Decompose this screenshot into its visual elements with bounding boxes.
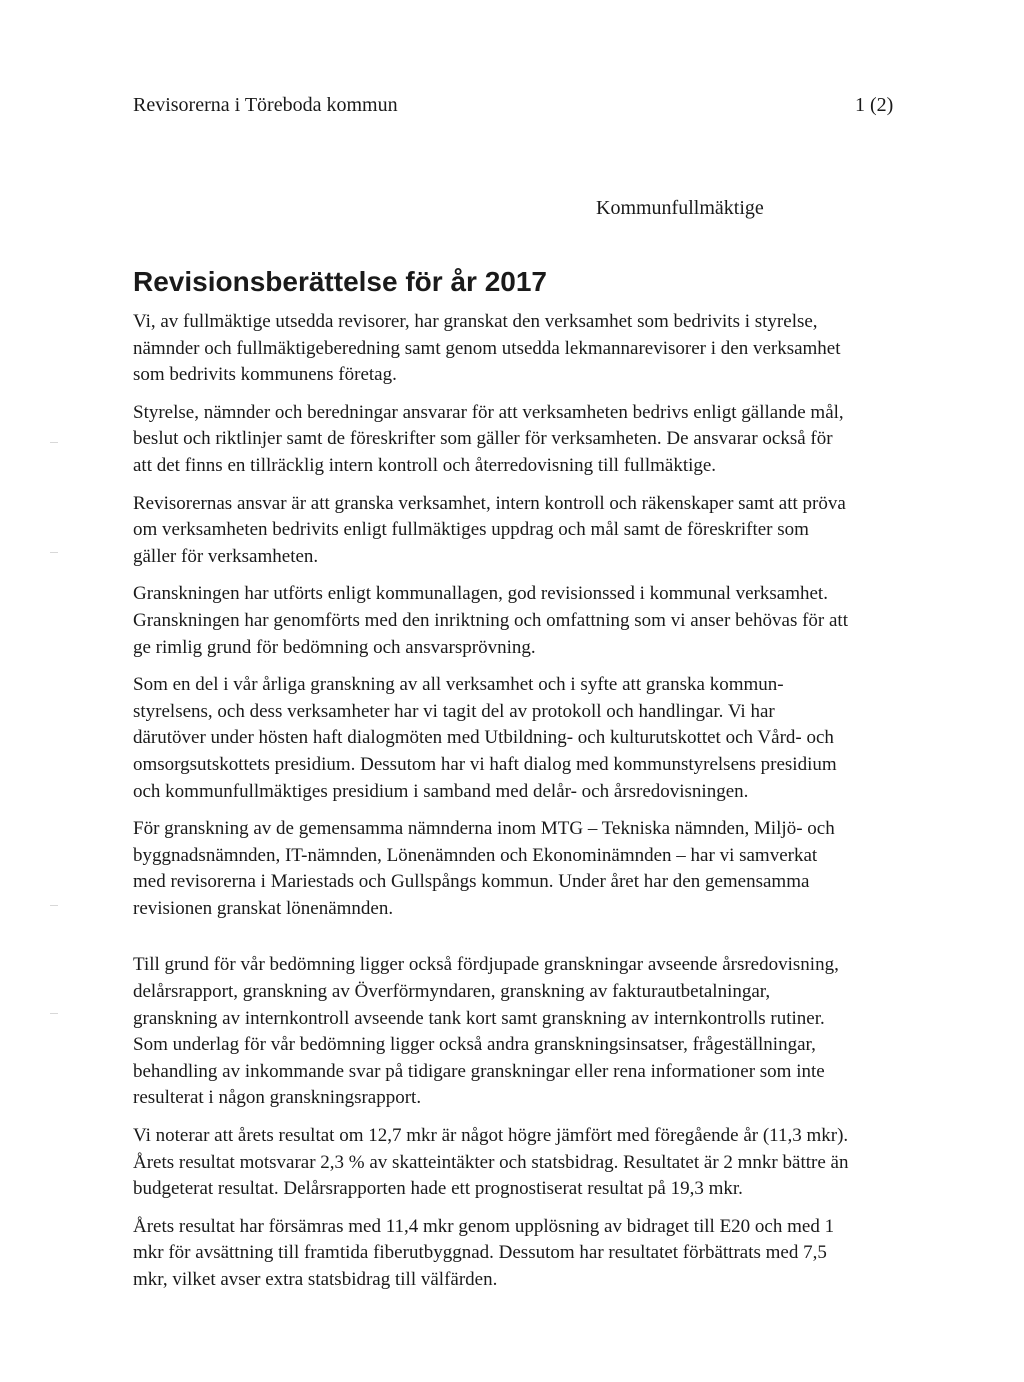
paragraph-line: revisionen granskat lönenämnden. <box>133 897 394 919</box>
paragraph-line: resulterat i någon granskningsrapport. <box>133 1087 422 1109</box>
paragraph-line: och kommunfullmäktiges presidium i samband med delår- och årsredovisningen. <box>133 780 749 802</box>
paragraph-line: byggnadsnämnden, IT-nämnden, Lönenämnden och Ekonominämnden – har vi samverkat <box>133 844 818 866</box>
scan-margin-mark <box>50 552 58 553</box>
paragraph-2 <box>133 400 953 480</box>
paragraph-5 <box>133 672 953 805</box>
paragraph-line: mkr, vilket avser extra statsbidrag till välfärden. <box>133 1269 498 1290</box>
paragraph-line: som bedrivits kommunens företag. <box>133 364 397 386</box>
paragraph-line: Revisorernas ansvar är att granska verksamhet, intern kontroll och räkenskaper samt att pröva <box>133 492 846 514</box>
paragraph-line: om verksamheten bedrivits enligt fullmäktiges uppdrag och mål samt de föreskrifter som <box>133 519 809 541</box>
paragraph-3 <box>133 491 953 571</box>
document-body <box>133 309 953 1305</box>
paragraph-line: Som en del i vår årliga granskning av all verksamhet och i syfte att granska kommun- <box>133 674 784 696</box>
paragraph-7 <box>133 952 953 1112</box>
paragraph-line: nämnder och fullmäktigeberedning samt genom utsedda lekmannarevisorer i den verksamhet <box>133 337 841 359</box>
paragraph-line: granskning av internkontroll avseende tank kort samt granskning av internkontrolls rutiner. <box>133 1007 825 1029</box>
paragraph-line: gäller för verksamheten. <box>133 545 319 567</box>
paragraph-line: Årets resultat motsvarar 2,3 % av skatteintäkter och statsbidrag. Resultatet är 2 mnkr bättre än <box>133 1151 849 1173</box>
paragraph-line: Till grund för vår bedömning ligger också fördjupade granskningar avseende årsredovisning, <box>133 954 839 976</box>
paragraph-line: För granskning av de gemensamma nämnderna inom MTG – Tekniska nämnden, Miljö- och <box>133 818 835 840</box>
paragraph-line: beslut och riktlinjer samt de föreskrifter som gäller för verksamheten. De ansvarar också för <box>133 428 833 450</box>
paragraph-4 <box>133 581 953 661</box>
paragraph-line: styrelsens, och dess verksamheter har vi tagit del av protokoll och handlingar. Vi har <box>133 700 775 722</box>
paragraph-line: omsorgsutskottets presidium. Dessutom har vi haft dialog med kommunstyrelsens presidium <box>133 753 837 775</box>
paragraph-line: Vi noterar att årets resultat om 12,7 mkr är något högre jämfört med föregående år (11,3 mkr). <box>133 1125 849 1147</box>
paragraph-line: Årets resultat har försämras med 11,4 mkr genom upplösning av bidraget till E20 och med 1 <box>133 1215 835 1237</box>
scan-margin-mark <box>50 905 58 906</box>
header-page-number: 1 (2) <box>855 94 894 116</box>
paragraph-line: Styrelse, nämnder och beredningar ansvarar för att verksamheten bedrivs enligt gällande mål, <box>133 401 844 423</box>
paragraph-line: behandling av inkommande svar på tidigare granskningar eller rena informationer som inte <box>133 1060 825 1082</box>
paragraph-1 <box>133 309 953 389</box>
paragraph-8 <box>133 1123 953 1203</box>
paragraph-line: budgeterat resultat. Delårsrapporten hade ett prognostiserat resultat på 19,3 mkr. <box>133 1178 743 1200</box>
paragraph-line: mkr för avsättning till framtida fiberutbyggnad. Dessutom har resultatet förbättrats med 7,5 <box>133 1242 827 1264</box>
paragraph-line: därutöver under hösten haft dialogmöten med Utbildning- och kulturutskottet och Vård- och <box>133 727 834 749</box>
document-title: Revisionsberättelse för år 2017 <box>133 266 547 297</box>
paragraph-line: Granskningen har genomförts med den inriktning och omfattning som vi anser behövas för att <box>133 609 848 631</box>
paragraph-line: Som underlag för vår bedömning ligger också andra granskningsinsatser, frågeställningar, <box>133 1034 816 1056</box>
scan-margin-mark <box>50 442 58 443</box>
paragraph-6 <box>133 816 953 922</box>
paragraph-line: med revisorerna i Mariestads och Gullspångs kommun. Under året har den gemensamma <box>133 871 810 893</box>
recipient: Kommunfullmäktige <box>596 197 764 219</box>
paragraph-line: ge rimlig grund för bedömning och ansvarsprövning. <box>133 636 536 658</box>
scan-margin-mark <box>50 1013 58 1014</box>
paragraph-line: att det finns en tillräcklig intern kontroll och återredovisning till fullmäktige. <box>133 454 717 476</box>
paragraph-line: Vi, av fullmäktige utsedda revisorer, har granskat den verksamhet som bedrivits i styrelse, <box>133 311 818 332</box>
header-organization: Revisorerna i Töreboda kommun <box>133 94 398 116</box>
paragraph-line: delårsrapport, granskning av Överförmyndaren, granskning av fakturautbetalningar, <box>133 981 771 1003</box>
paragraph-9 <box>133 1214 953 1294</box>
paragraph-line: Granskningen har utförts enligt kommunallagen, god revisionssed i kommunal verksamhet. <box>133 583 828 605</box>
